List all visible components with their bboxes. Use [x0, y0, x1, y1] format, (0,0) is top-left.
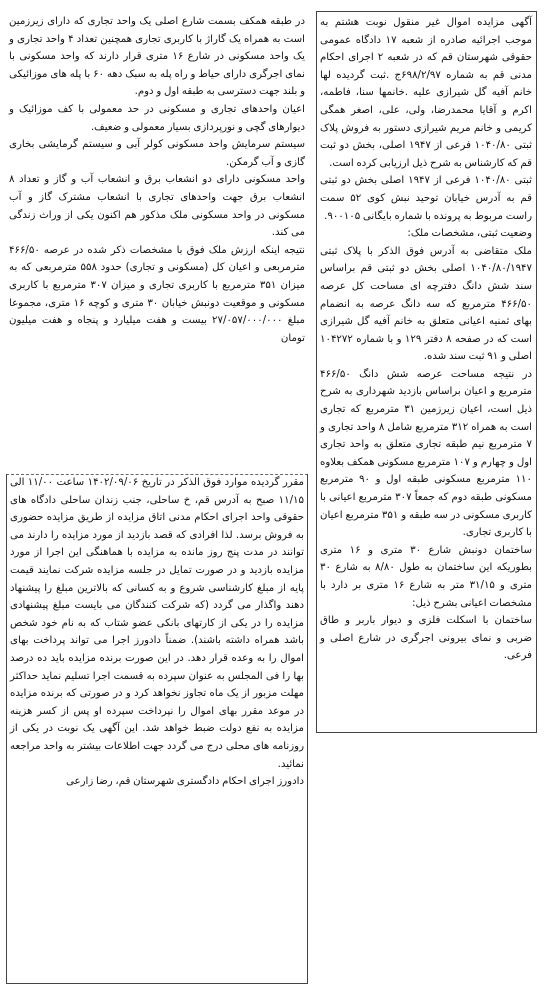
- notice-paragraph: ساختمان دونبش شارع ۳۰ متری و ۱۶ متری بطوریکه این ساختمان به طول ۸/۸۰ به شارع ۳۰ متری و ۳۱/۱۵ متر به شارع ۱۶ متری بر دارد با مشخصات اعیانی بشرح ذیل:: [320, 544, 533, 609]
- notice-paragraph: مقرر گردیده موارد فوق الذکر در تاریخ ۱۴۰۲/۰۹/۰۶ ساعت ۱۱/۰۰ الی ۱۱/۱۵ صبح به آدرس قم، خ ساحلی، جنب زندان ساحلی دادگاه های حقوقی واحد اجرای احکام مدنی اتاق مزایده از طریق مزایده حضوری به فروش برسد. لذا افرادی که قصد بازدید از مورد مزایده را دارند می توانند در مدت پنج روز مانده به مزایده با هماهنگی این اجرا از مورد مزایده بازدید و در صورت تمایل در جلسه مزایده شرکت نمایند قیمت پایه از مبلغ کارشناسی شروع و به کسانی که بالاترین مبلغ را پیشنهاد دهند واگذار می گردد (که شرکت کنندگان می بایست مبلغ پیشنهادی مزایده را در یکی از کارتهای بانکی عضو شتاب که به نام خود شخص باشد همراه داشته باشند). ضمناً دادورز اجرا می تواند پرداخت بهای اموال را به وعده قرار دهد. در این صورت برنده مزایده باید ده درصد بها را فی المجلس به عنوان سپرده به قسمت اجرا تسلیم نماید حداکثر مهلت مزبور از یک ماه تجاوز نخواهد کرد و در صورتی که برنده مزایده در موعد مقرر بهای اموال را نپرداخت سپرده او پس از کسر هزینه مزایده به نفع دولت ضبط خواهد شد. این آگهی یک نوبت در یکی از روزنامه های محلی درج می گردد جهت اطلاعات بیشتر به واحد مراجعه نمائید.: [10, 477, 305, 770]
- notice-paragraph: نتیجه اینکه ارزش ملک فوق با مشخصات ذکر شده در عرصه ۴۶۶/۵۰ مترمربعی و اعیان کل (مسکونی و تجاری) حدود ۵۵۸ مترمربعی که به میزان ۳۵۱ مترمربع با کاربری تجاری و میزان ۳۰۷ مترمربع با کاربری مسکونی و موقعیت دونبش خیابان ۳۰ متری و کوچه ۱۶ متری، مجموعا مبلغ ۲۷/۰۵۷/۰۰۰/۰۰۰ بیست و هفت میلیارد و پنجاه و هفت میلیون تومان: [9, 244, 306, 344]
- notice-paragraph: سیستم سرمایش واحد مسکونی کولر آبی و سیستم گرمایشی بخاری گازی و آب گرمکن.: [9, 139, 305, 168]
- notice-column-right: [316, 11, 537, 733]
- notice-paragraph: در نتیجه مساحت عرصه شش دانگ ۴۶۶/۵۰ مترمربع و اعیان براساس بازدید شهرداری به شرح ذیل است، اعیان زیرزمین ۳۱ مترمربع که تجاری است به همراه ۳۱۲ مترمربع شامل ۸ واحد تجاری و ۷ مترمربع نیم طبقه تجاری متعلق به واحد تجاری اول و چهارم و ۱۰۷ مترمربع مسکونی همکف بعلاوه ۱۱۰ مترمربع مسکونی طبقه اول و ۹۰ مترمربع مسکونی طبقه دوم که جمعاً ۳۰۷ مترمربع اعیانی با کاربری مسکونی در سه طبقه و ۳۵۱ مترمربع اعیان با کاربری تجاری.: [320, 368, 533, 539]
- notice-paragraph: واحد مسکونی دارای دو انشعاب برق و انشعاب آب و گاز و تعداد ۸ انشعاب برق جهت واحدهای تجاری با انشعاب مشترک گاز و آب مسکونی در واحد مسکونی ملک مذکور هم اکنون یکی از وراث زندگی می کند.: [9, 174, 305, 239]
- notice-paragraph: آگهی مزایده اموال غیر منقول نوبت هشتم به موجب اجرائیه صادره از شعبه ۱۷ دادگاه عمومی حقوقی شهرستان قم که در شعبه ۲ اجرای احکام مدنی قم به شماره ۶۹۸/۲/۹۷ج .ثبت گردیده لها خانم آفیه گل شیرازی علیه .خانمها سنا، فاطمه، اکرم و آقایا محمدرضا، ولی، علی، اصغر همگی کریمی و خانم مریم شیرازی دستور به فروش پلاک ثبتی ۱۰۴۰/۸۰ فرعی از ۱۹۴۷ اصلی، بخش دو ثبت قم که کارشناس به شرح ذیل ارزیابی کرده است.: [320, 17, 533, 169]
- notice-signature: دادورز اجرای احکام دادگستری شهرستان قم، رضا زارعی: [66, 776, 304, 788]
- notice-paragraph: ثبتی ۱۰۴۰/۸۰ فرعی از ۱۹۴۷ اصلی بخش دو ثبتی قم به آدرس خیابان توحید نبش کوی ۵۲ سمت راست مربوط به پرونده با شماره بایگانی ۹۰۰۱۰۵.: [320, 175, 532, 222]
- notice-paragraph: در طبقه همکف بسمت شارع اصلی یک واحد تجاری که دارای زیرزمین است به همراه یک گاراژ با کاربری تجاری همچنین تعداد ۴ واحد تجاری و یک واحد مسکونی در شارع ۱۶ متری قرار دارند که واحد مسکونی با نمای اجرگری دارای حیاط و راه پله به سبک دهه ۶۰ با پله های موزائیکی و بلند جهت دسترسی به طبقه اول و دوم.: [9, 16, 305, 98]
- notice-column-left-bottom: [6, 474, 308, 984]
- notice-column-left-top: [6, 11, 308, 474]
- notice-paragraph: ملک متقاضی به آدرس فوق الذکر با پلاک ثبتی ۱۰۴۰/۸۰/۱۹۴۷ اصلی بخش دو ثبتی قم براساس سند شش دانگ دفترچه ای مساحت کل عرصه ۴۶۶/۵۰ مترمربع که سه دانگ عرصه به انضمام بهای ثمنیه اعیانی متعلق به خانم آفیه گل شیرازی است که در صفحه ۸ دفتر ۱۲۹ و با شماره ۱۰۴۲۷۲ اصلی و ۹۱ ثبت سند شده.: [320, 245, 532, 363]
- notice-paragraph: ساختمان با اسکلت فلزی و دیوار باربر و طاق ضربی و نمای بیرونی اجرگری در شارع اصلی و فرعی.: [320, 615, 532, 662]
- notice-paragraph: اعیان واحدهای تجاری و مسکونی در حد معمولی با کف موزائیک و دیوارهای گچی و نورپردازی بسیار معمولی و ضعیف.: [9, 103, 305, 133]
- notice-paragraph: وضعیت ثبتی، مشخصات ملک:: [407, 228, 532, 240]
